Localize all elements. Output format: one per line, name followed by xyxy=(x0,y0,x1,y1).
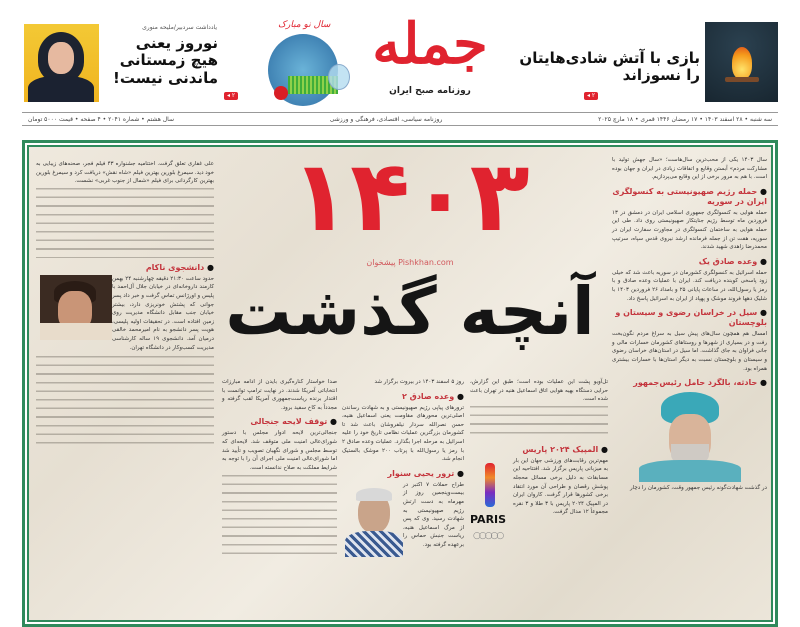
section-text: طراح حملات ۷ اکتبر در بیست‌وپنجمین روز از مهرماه به دست ارتش رژیم صهیونیستی به شهادت رسید. وی که پس از مرگ اسماعیل هنیه، ریاست جنبش حماس را برعهده گرفته بود. xyxy=(403,481,465,548)
paris-logo-text: PARIS xyxy=(470,512,507,526)
headline-line: هیچ زمستانی xyxy=(119,51,218,70)
section-title: ● حادثه، بالگرد حامل رئیس‌جمهور xyxy=(612,378,767,388)
intro-text: علی غفاری تعلق گرفت. اختتامیه جشنواره ۴۳ فیلم فجر، صحنه‌های زیبایی به خود دید. سیمرغ بلورین بهترین فیلم «شاه نقش» دریافت کرد و سیمرغ بلورین بهترین کارگردانی برای فیلم «شمال از جنوب غربی» نشست. xyxy=(36,161,214,185)
dateline-bar xyxy=(22,112,778,126)
editor-photo xyxy=(24,24,99,102)
section-title: ● سیل در خراسان رضوی و سیستان و بلوچستان xyxy=(612,308,767,328)
section-text: حمله اسرائیل به کنسولگری کشورمان در سوریه باعث شد که خیلی زود پاسخی کوبنده دریافت کند. ایران با عملیات وعده صادق و با رمز یا رسول‌الله، در ساعات پایانی ۲۵ و بامداد ۲۶ فروردین ۱۴۰۳ با شلیک دهها فروند موشک و پهپاد از ایران به اسرائیل پاسخ داد. xyxy=(612,269,767,302)
year-headline[interactable]: ۱۴۰۳ xyxy=(290,140,530,254)
editorial-kicker: یادداشت سردبیر/ملیحه منوری xyxy=(142,24,217,31)
section-title: ● وعده صادق یک xyxy=(612,257,767,267)
center-col-left xyxy=(222,378,337,555)
masthead-tagline: روزنامه صبح ایران xyxy=(389,86,471,96)
intro-text: سال ۱۴۰۳ یکی از محب‌ترین سال‌هاست؛ «سال جهش تولید با مشارکت مردم» آبستن وقایع و اتفاقات زیادی در ایران و جهان بوده است. با هم به مرور برخی از این وقایع می‌پردازیم. xyxy=(612,157,767,181)
headline-line: را نسوزاند xyxy=(622,66,700,85)
section-text: جنجالی‌ترین لایحه ادوار مجلس با دستور شورای‌عالی امنیت ملی متوقف شد. لایحه‌ای که توسط مجلس و شورای نگهبان تصویب و تأیید شد اما شورای‌عالی امنیت ملی اجرای آن را با توجه به شرایط مملکت به صلاح ندانسته است. xyxy=(222,430,337,471)
olympic-rings-icon: ○○○○○ xyxy=(473,530,503,541)
student-photo xyxy=(40,275,112,340)
center-col-right xyxy=(470,378,608,557)
page-ref-badge[interactable]: ۲ ◂ xyxy=(224,92,238,100)
section-text: ترورهای پیاپی رژیم صهیونیستی و به شهادت رساندن اصلی‌ترین محورهای مقاومت یعنی اسماعیل هنیه، حسن نصرالله سردار نیلفروشان باعث شد تا کشورمان بزرگترین عملیات نظامی تاریخ خود را علیه اسرائیل به مرحله اجرا بگذارد. عملیات وعده صادق ۲ با رمز یا رسول‌الله با پرتاب ۲۰۰ موشک بالستیک انجام شد. xyxy=(342,404,464,463)
section-title: ● وعده صادق ۲ xyxy=(342,392,464,402)
sinwar-portrait xyxy=(345,481,403,557)
page-ref-number: ۲ xyxy=(231,92,236,99)
section-title: ● توقف لایحه جنجالی xyxy=(222,417,337,427)
lead-text: صدا خواستار کناره‌گیری بایدن از ادامه مبارزات انتخاباتی آمریکا شدند. در نهایت ترامپ توانست با اقتدار برنده ریاست‌جمهوری آمریکا لقب گرفته و مجدداً به کاخ سفید برود. xyxy=(222,379,337,411)
left-column xyxy=(36,160,214,446)
section-title: ● دانشجوی ناکام xyxy=(36,263,214,273)
page-ref-badge[interactable]: ۲ ◂ xyxy=(584,92,598,100)
nowruz-illustration xyxy=(268,20,358,108)
publication-date: سه شنبه • ۲۸ اسفند ۱۴۰۳ • ۱۷ رمضان ۱۴۴۶ قمری • ۱۸ مارچ ۲۰۲۵ xyxy=(598,115,772,123)
masthead-logo[interactable]: جمله xyxy=(372,11,488,77)
section-text: مهم‌ترین رقابت‌های ورزشی جهان این بار به میزبانی پاریس برگزار شد. افتتاحیه این مسابقات به دلیل برخی مسائل محجله پوشش رقصان و طراحی آن مورد انتقاد برخی کشورها قرار گرفت. کاروان ایران در المپیک ۲۰۲۴ پاریس با ۳ طلا و ۳ نقره مجموعاً ۱۲ مدال گرفت. xyxy=(513,457,609,516)
issue-info: سال هشتم • شماره ۲۰۴۱ • ۴ صفحه • قیمت ۵۰۰۰ تومان xyxy=(28,115,175,123)
right-column xyxy=(612,156,767,493)
watermark: پیشخوان Pishkhan.com xyxy=(366,258,454,267)
editorial-headline[interactable] xyxy=(102,35,218,87)
raisi-portrait xyxy=(635,390,745,482)
lead-text: روز ۵ اسفند ۱۴۰۳ در بیروت برگزار شد xyxy=(374,379,464,385)
headline-line: بازی با آتش شادی‌هایتان xyxy=(519,49,700,67)
page-ref-number: ۲ xyxy=(591,92,596,99)
section-text: حدود ساعت ۲۱:۳۰ دقیقه چهارشنبه ۲۴ بهمن کارمند داروخانه‌ای در خیابان جلال آل‌احمد با پلیس و اورژانس تماس گرفت و خبر داد پسر جوانی که پشتش خونریزی دارد، بیشتر خیابان جنب مقابل دانشگاه مدیریت روی زمین افتاده است. در تحقیقات اولیه پلیسی، هویت پسر دانشجو به نام امیرمحمد خالقی درمیان آمد. دانشجوی ۱۹ ساله کارشناسی مدیریت کسب‌وکار در دانشگاه تهران. xyxy=(112,275,214,351)
masthead-subtitle: روزنامه سیاسی، اقتصادی، فرهنگی و ورزشی xyxy=(329,115,443,123)
paris-2024-logo xyxy=(470,457,510,557)
section-text: حمله هوایی به کنسولگری جمهوری اسلامی ایران در دمشق در ۱۳ فروردین ماه توسط رژیم جنایتکار صهیونیستی روی داد. طی این حمله هوایی به ساختمان کنسولگری در مجاورت سفارت ایران در سوریه، هفت تن از جمله فرمانده ارشد نیروی قدس سپاه، سرتیپ محمدرضا زاهدی شهید شدند. xyxy=(612,209,767,251)
section-title: ● المپیک ۲۰۲۴ پاریس xyxy=(470,445,608,455)
section-title: ● حمله رژیم صهیونیستی به کنسولگری ایران در سوریه xyxy=(612,187,767,207)
section-text: در گذشت شهادت‌گونه رئیس جمهور وقت، کشورمان را دچار xyxy=(630,485,767,492)
main-headline[interactable]: آنچه گذشت xyxy=(225,273,595,350)
top-right-headline[interactable] xyxy=(505,50,700,85)
lead-text: تل‌آویو پشت این عملیات بوده است؛ طبق این گزارش، حرایی دستگاه بهیه هوایی اتاق اسماعیل هنیه در تهران باعث شده است. xyxy=(470,379,608,403)
section-text: امسال هم همچون سال‌های پیش سیل به سراغ مردم نگون‌بخت رفت و در بسیاری از شهرها و روستاهای کشورمان خسارات مالی و جانی فراوان به جای گذاشت. اما سیل در استان‌های خراسان رضوی و سیستان و بلوچستان نسبت به دیگر استان‌ها با خسارات بیشتری همراه بود. xyxy=(612,331,767,372)
bonfire-illustration xyxy=(705,22,778,102)
section-title: ● ترور یحیی سنوار xyxy=(342,469,464,479)
center-col-mid xyxy=(342,378,464,559)
nowruz-greeting: سال نو مبارک xyxy=(278,20,331,30)
headline-line: ماندنی نیست! xyxy=(113,68,218,87)
headline-line: نوروز یعنی xyxy=(135,34,218,52)
